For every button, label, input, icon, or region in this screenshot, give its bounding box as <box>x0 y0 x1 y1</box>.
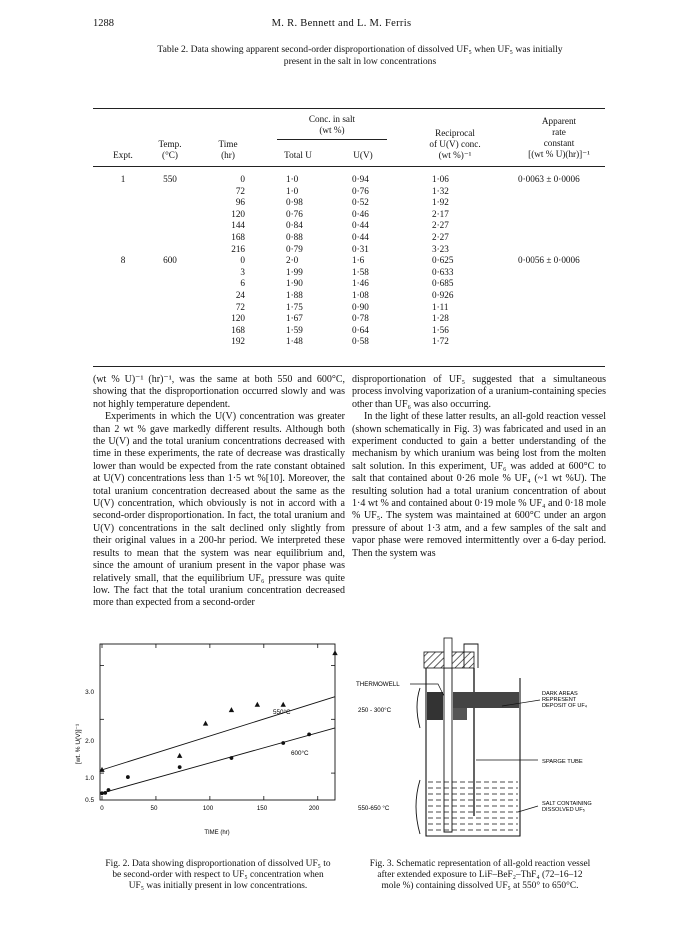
table-caption-line2: present in the salt in low concentrations <box>283 55 437 67</box>
label-dark-areas-2: REPRESENT <box>542 697 577 703</box>
uf4-deposit <box>453 708 467 720</box>
y-tick-label: 0.5 <box>85 797 94 804</box>
table-row: 1·67 <box>286 313 303 324</box>
table-row: 0·78 <box>352 313 369 324</box>
table-row: 0·88 <box>286 231 303 242</box>
header-rate-line2: rate <box>552 127 566 137</box>
thermowell-tube <box>444 638 452 668</box>
y-tick-label: 1.0 <box>85 775 94 782</box>
table-row: 0·79 <box>286 243 303 254</box>
table-row: 0·94 <box>352 174 369 184</box>
fig2-caption-line2: be second-order with respect to UF₅ concentration when <box>112 870 324 881</box>
right-paragraph-2: In the light of these latter results, an all-gold reaction vessel (shown schematically in Fig. 3) was fabricated and used in an experiment conducted to gain a better understanding of the mechanism by which uranium was being lost from the molten salt solution. In this experiment, UF₆ was added at 600°C to salt that contained about 0·26 mole % UF₄ (~1 wt %U). The resulting solution had a total uranium concentration of about 1·4 wt % and contained about 0·19 mole % UF₄ and 0·18 mole % UF₅. The system was maintained at 600°C under an argon pressure of about 1·3 atm, and a few samples of the salt and vapor phase were removed intermittently over a 6-day period. Then the system was <box>352 411 606 559</box>
group2-rate-constant: 0·0056 ± 0·0006 <box>518 255 580 266</box>
header-uv: U(V) <box>353 150 373 160</box>
y-tick-label: 2.0 <box>85 738 94 745</box>
data-point-600 <box>107 788 111 792</box>
data-point-600 <box>307 732 311 736</box>
header-time-line1: Time <box>218 139 238 149</box>
table-row: 0·31 <box>352 243 369 254</box>
label-salt-2: DISSOLVED UF₅ <box>542 807 585 813</box>
header-temp-line1: Temp. <box>158 139 182 149</box>
fig3-caption-line1: Fig. 3. Schematic representation of all-gold reaction vessel <box>369 859 591 869</box>
header-total-u: Total U <box>284 150 312 160</box>
header-rate-line4: [(wt % U)(hr)]⁻¹ <box>528 149 590 159</box>
table-row: 2·27 <box>432 220 449 231</box>
table-row: 1·56 <box>432 324 449 335</box>
table-row: 24 <box>235 289 245 300</box>
header-recip-line2: of U(V) conc. <box>429 139 481 149</box>
salt-liquid <box>428 782 518 830</box>
fig3-caption-line3: mole %) containing dissolved UF₅ at 550° to 650°C. <box>381 881 579 892</box>
table-row: 72 <box>235 301 245 312</box>
running-head: M. R. Bennett and L. M. Ferris <box>271 18 412 29</box>
bracket-upper <box>417 688 420 728</box>
table-row: 144 <box>231 220 245 231</box>
chart-frame <box>100 644 335 800</box>
figure-2-caption <box>88 859 348 893</box>
x-tick-label: 50 <box>150 805 158 812</box>
data-point-600 <box>103 791 107 795</box>
table-row: 1·06 <box>432 174 449 184</box>
table-row: 0 <box>240 174 245 184</box>
conc-spanner-rule <box>277 139 387 140</box>
table-row: 0·926 <box>432 289 454 300</box>
table-row: 1·6 <box>352 255 365 266</box>
table-row: 0·633 <box>432 266 454 277</box>
header-conc-line2: (wt %) <box>319 125 345 135</box>
series-label-550: 550°C <box>273 709 291 716</box>
table-row: 168 <box>231 324 245 335</box>
table-row: 1·11 <box>432 301 449 312</box>
figure-2-chart <box>70 640 350 850</box>
table-row: 0·625 <box>432 255 454 266</box>
table-row: 0·58 <box>352 336 369 347</box>
table-row: 1·59 <box>286 324 303 335</box>
uf4-deposit <box>453 692 519 708</box>
table-row: 0·44 <box>352 231 369 242</box>
table-row: 1·48 <box>286 336 303 347</box>
label-thermowell: THERMOWELL <box>356 681 400 688</box>
right-paragraph-1: disproportionation of UF₅ suggested that a simultaneous process involving vaporization of a uranium-containing species other than UF₆ was also occurring. <box>352 374 606 410</box>
label-temp-lower: 550-650 °C <box>358 805 390 812</box>
table-row: 0·46 <box>352 208 369 219</box>
column-reciprocal <box>432 174 482 348</box>
fig3-caption-line2: after extended exposure to LiF–BeF₂–ThF₄ (72–16–12 <box>377 870 583 881</box>
data-point-550 <box>332 650 337 655</box>
group1-expt: 1 <box>120 174 126 184</box>
x-tick-label: 0 <box>100 805 104 812</box>
table-row: 1·72 <box>432 336 449 347</box>
table-row: 1·28 <box>432 313 449 324</box>
header-temp-line2: (°C) <box>162 150 178 160</box>
column-total-u <box>286 174 326 348</box>
table-row: 0·76 <box>352 185 369 196</box>
table-row: 1·32 <box>432 185 449 196</box>
header-recip-line3: (wt %)⁻¹ <box>438 150 472 160</box>
bracket-lower <box>416 780 420 834</box>
table-row: 216 <box>231 243 245 254</box>
plot-area <box>100 644 335 800</box>
figure-3-caption <box>352 859 608 893</box>
table-row: 1·46 <box>352 278 369 289</box>
table-top-rule <box>93 108 605 109</box>
table-row: 1·92 <box>432 197 449 208</box>
x-tick-label: 100 <box>202 805 214 812</box>
table-row: 120 <box>231 313 245 324</box>
label-sparge-tube: SPARGE TUBE <box>542 759 583 765</box>
series-label-600: 600°C <box>291 750 309 757</box>
right-column-text <box>352 374 606 560</box>
table-row: 0 <box>240 255 245 266</box>
header-temp <box>140 139 200 161</box>
data-point-550 <box>177 753 182 758</box>
data-point-600 <box>230 756 234 760</box>
x-tick-label: 200 <box>308 805 320 812</box>
data-point-600 <box>281 741 285 745</box>
data-point-600 <box>126 775 130 779</box>
header-time-line2: (hr) <box>221 150 235 160</box>
table-row: 96 <box>235 197 245 208</box>
table-row: 192 <box>231 336 245 347</box>
table-caption <box>110 44 610 67</box>
label-dark-areas-3: DEPOSIT OF UF₄ <box>542 703 588 709</box>
left-paragraph-1: (wt % U)⁻¹ (hr)⁻¹, was the same at both 550 and 600°C, showing that the disproportionation occurred slowly and was not highly temperature dependent. <box>93 374 345 410</box>
table-row: 2·17 <box>432 208 449 219</box>
table-row: 0·90 <box>352 301 369 312</box>
header-conc <box>262 114 402 136</box>
table-row: 6 <box>240 278 245 289</box>
label-salt-1: SALT CONTAINING <box>542 801 592 807</box>
page-number: 1288 <box>93 18 114 29</box>
left-column-text <box>93 374 345 610</box>
table-row: 168 <box>231 231 245 242</box>
data-point-550 <box>203 721 208 726</box>
table-header-rule <box>93 166 605 167</box>
thermowell <box>444 668 452 832</box>
table-row: 1·90 <box>286 278 303 289</box>
uf4-deposit <box>427 692 443 720</box>
label-dark-areas-1: DARK AREAS <box>542 691 578 697</box>
table-row: 0·685 <box>432 278 454 289</box>
table-row: 120 <box>231 208 245 219</box>
table-row: 3 <box>240 266 245 277</box>
label-temp-upper: 250 - 300°C <box>358 707 392 714</box>
data-point-600 <box>100 791 104 795</box>
header-rate-line3: constant <box>543 138 575 148</box>
header-recip-line1: Reciprocal <box>435 128 475 138</box>
group2-expt: 8 <box>120 255 126 266</box>
table-caption-line1: Table 2. Data showing apparent second-order disproportionation of dissolved UF₅ when UF₅ was initially <box>157 44 563 55</box>
data-point-550 <box>229 707 234 712</box>
table-row: 1·99 <box>286 266 303 277</box>
column-time <box>205 174 245 348</box>
data-points <box>99 650 337 795</box>
data-point-550 <box>281 702 286 707</box>
group1-temp: 550 <box>163 174 177 184</box>
table-row: 1·0 <box>286 185 299 196</box>
table-row: 72 <box>235 185 245 196</box>
fit-lines <box>102 697 335 793</box>
data-point-550 <box>255 702 260 707</box>
fig2-caption-line1: Fig. 2. Data showing disproportionation of dissolved UF₅ to <box>105 859 331 869</box>
table-row: 2·0 <box>286 255 299 266</box>
table-row: 0·98 <box>286 197 303 208</box>
header-rate-line1: Apparent <box>541 116 577 126</box>
figure-3-schematic <box>352 636 612 852</box>
header-time <box>198 139 258 161</box>
table-row: 1·0 <box>286 174 299 184</box>
header-expt: Expt. <box>113 150 133 160</box>
table-row: 0·76 <box>286 208 303 219</box>
table-row: 2·27 <box>432 231 449 242</box>
table-row: 0·52 <box>352 197 369 208</box>
group2-temp: 600 <box>163 255 177 266</box>
leader-salt <box>518 806 538 812</box>
table-row: 1·75 <box>286 301 303 312</box>
table-row: 3·23 <box>432 243 449 254</box>
y-tick-label: 3.0 <box>85 689 94 696</box>
table-row: 0·84 <box>286 220 303 231</box>
header-conc-line1: Conc. in salt <box>308 114 356 124</box>
column-uv <box>352 174 392 348</box>
table-row: 0·64 <box>352 324 369 335</box>
y-axis-label: [wt. % U(V)]⁻¹ <box>75 723 82 765</box>
table-row: 1·08 <box>352 289 369 300</box>
header-rate <box>510 116 608 160</box>
header-reciprocal <box>410 128 500 161</box>
x-axis-label: TIME (hr) <box>204 830 230 836</box>
table-row: 1·88 <box>286 289 303 300</box>
fit-line-550 <box>102 697 335 770</box>
fig2-caption-line3: UF₅ was initially present in low concentrations. <box>128 881 308 892</box>
data-point-600 <box>178 765 182 769</box>
table-bottom-rule <box>93 366 605 367</box>
table-row: 0·44 <box>352 220 369 231</box>
table-row: 1·58 <box>352 266 369 277</box>
axis-ticks <box>100 644 335 800</box>
left-paragraph-2: Experiments in which the U(V) concentration was greater than 2 wt % gave markedly different results. Although both the U(V) and the total uranium concentrations decreased with time in these experiments, the rate of decrease was drastically lower than would be expected from the rate constant obtained at U(V) concentrations less than 1·5 wt %[10]. Moreover, the total uranium concentration decreased about the same as the U(V) concentration, which obviously is not in accord with a second-order disproportionation. In fact, the total uranium and U(V) concentrations in the salt declined only slightly from their original values in a 200-hr period. We interpreted these results to mean that the system was near equilibrium and, since the amount of uranium present in the vapor phase was relatively small, that the equilibrium UF₆ pressure was quite low. The fact that the total uranium concentration decreased more than expected from a second-order <box>93 411 345 609</box>
group1-rate-constant: 0·0063 ± 0·0006 <box>518 174 580 184</box>
fit-line-600 <box>102 728 335 793</box>
x-tick-label: 150 <box>256 805 268 812</box>
